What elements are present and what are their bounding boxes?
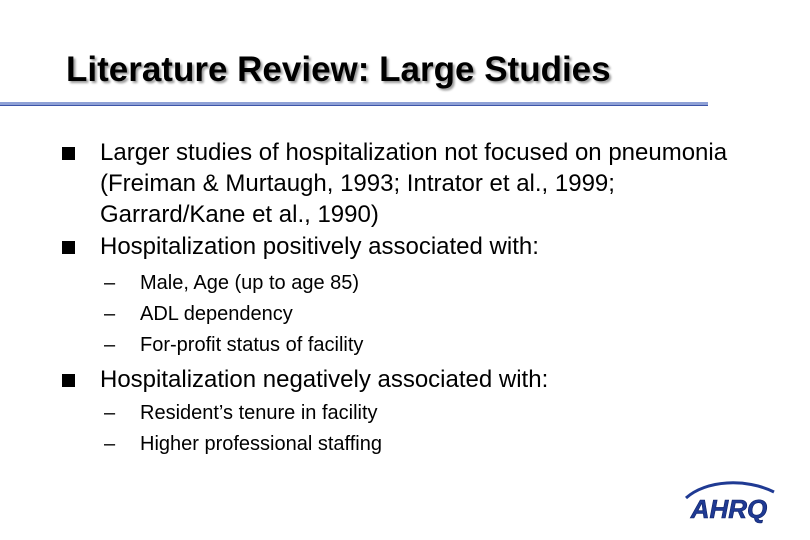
slide-title: Literature Review: Large Studies bbox=[66, 50, 611, 89]
sub-bullet-text: ADL dependency bbox=[140, 303, 293, 325]
bullet-item bbox=[100, 364, 740, 395]
bullet-item bbox=[100, 231, 740, 262]
dash-bullet: – bbox=[104, 334, 116, 356]
square-bullet-icon bbox=[62, 374, 75, 387]
sub-bullet-text: Higher professional staffing bbox=[140, 433, 382, 455]
sub-bullet-item bbox=[104, 429, 740, 460]
sub-bullet-item bbox=[104, 398, 740, 429]
bullet-text: Larger studies of hospitalization not focused on pneumonia (Freiman & Murtaugh, 1993; Intrator et al., 1999; Garrard/Kane et al., 1990) bbox=[100, 139, 728, 228]
sub-bullet-item bbox=[104, 268, 740, 299]
sub-bullet-item bbox=[104, 330, 740, 361]
sub-bullet-text: Resident’s tenure in facility bbox=[140, 402, 378, 424]
sub-bullet-text: Male, Age (up to age 85) bbox=[140, 272, 360, 294]
bullet-text: Hospitalization negatively associated with: bbox=[100, 366, 549, 393]
square-bullet-icon bbox=[62, 147, 75, 160]
title-rule bbox=[0, 102, 708, 106]
bullet-text: Hospitalization positively associated with: bbox=[100, 233, 539, 260]
sub-bullet-item bbox=[104, 299, 740, 330]
dash-bullet: – bbox=[104, 402, 116, 424]
bullet-item bbox=[100, 137, 740, 230]
dash-bullet: – bbox=[104, 272, 116, 294]
square-bullet-icon bbox=[62, 241, 75, 254]
ahrq-logo-icon bbox=[676, 476, 782, 524]
logo-text: AHRQ bbox=[690, 494, 768, 524]
dash-bullet: – bbox=[104, 433, 116, 455]
sub-bullet-text: For-profit status of facility bbox=[140, 334, 364, 356]
dash-bullet: – bbox=[104, 303, 116, 325]
